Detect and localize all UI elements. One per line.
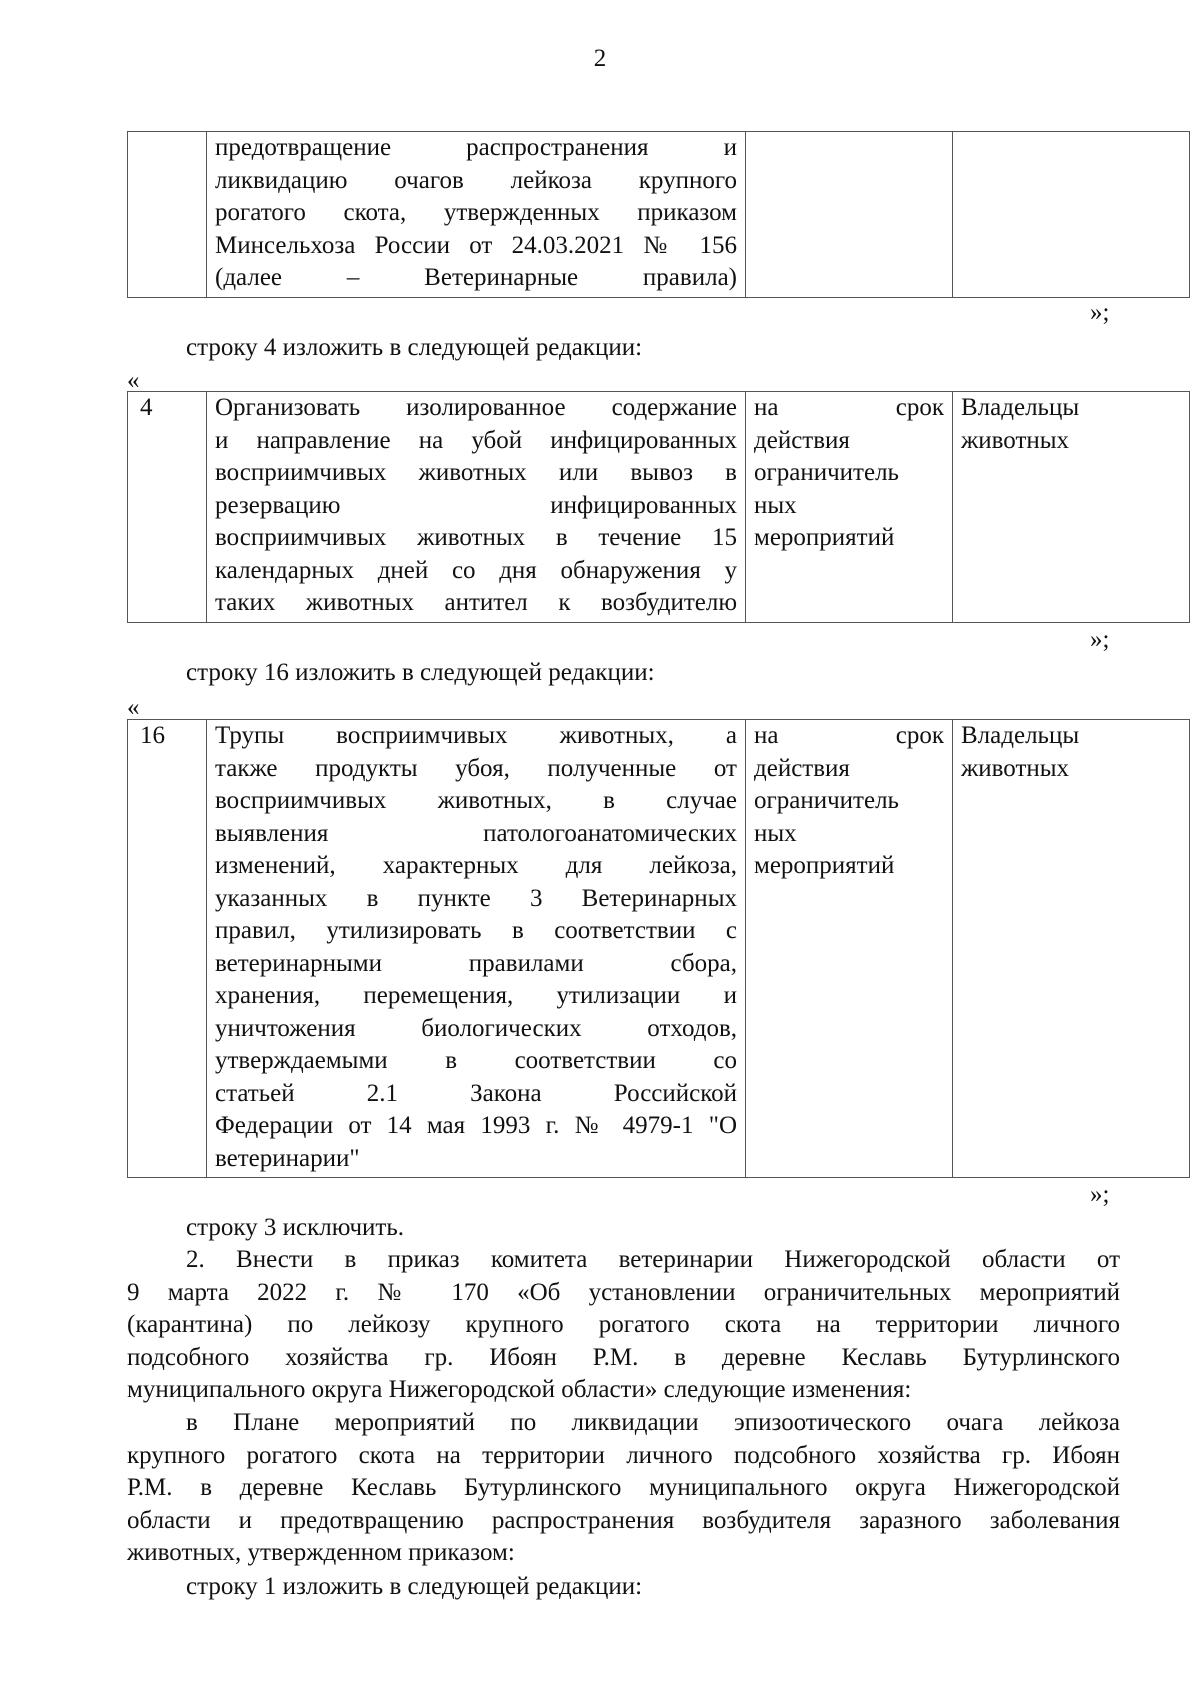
- measure-line: предотвращение распространения и: [215, 134, 737, 161]
- paragraph-line: крупного рогатого скота на территории личного подсобного хозяйства гр. Ибоян: [127, 1441, 1120, 1469]
- term-line: мероприятий: [754, 852, 895, 879]
- closing-quote: »;: [1090, 626, 1110, 653]
- paragraph-line: в Плане мероприятий по ликвидации эпизоотического очага лейкоза: [186, 1409, 1120, 1436]
- page-number: 2: [593, 45, 607, 72]
- table-row: [128, 392, 1190, 623]
- paragraph-line: области и предотвращению распространения возбудителя заразного заболевания: [127, 1506, 1120, 1534]
- term-line: ных: [754, 819, 797, 847]
- responsible-line: Владельцы: [961, 394, 1080, 421]
- responsible-cell: [953, 392, 1190, 623]
- paragraph-line: подсобного хозяйства гр. Ибоян Р.М. в деревне Кеславь Бутурлинского: [127, 1343, 1120, 1371]
- term-line: ограничитель: [754, 787, 899, 814]
- paragraph-3: [127, 1407, 1120, 1570]
- table-row-16-block: [127, 719, 1120, 1178]
- row-number-cell: [128, 132, 207, 298]
- paragraph-line: 9 марта 2022 г. № 170 «Об установлении ограничительных мероприятий: [127, 1278, 1120, 1306]
- measure-line: хранения, перемещения, утилизации и: [215, 982, 737, 1009]
- measure-line: правил, утилизировать в соответствии с: [215, 917, 737, 944]
- measure-line: восприимчивых животных в течение 15: [215, 524, 737, 551]
- measure-cell: [207, 392, 746, 623]
- plan-table-row-16: [127, 719, 1190, 1178]
- row-number-cell: 4: [128, 392, 207, 623]
- measure-line: Трупы восприимчивых животных, а: [215, 722, 737, 749]
- measure-line: (далее – Ветеринарные правила): [215, 264, 737, 291]
- responsible-line: животных: [961, 426, 1070, 454]
- paragraph-line: (карантина) по лейкозу крупного рогатого скота на территории личного: [127, 1311, 1120, 1338]
- term-line: ных: [754, 491, 797, 519]
- instruction-row-16: строку 16 изложить в следующей редакции:: [186, 659, 655, 686]
- measure-line: ветеринарными правилами сбора,: [215, 949, 737, 977]
- measure-line: также продукты убоя, полученные от: [215, 754, 737, 782]
- term-cell: [746, 132, 953, 298]
- paragraph-line: 2. Внести в приказ комитета ветеринарии Нижегородской области от: [186, 1246, 1120, 1273]
- table-row: [128, 720, 1190, 1178]
- measure-line: таких животных антител к возбудителю: [215, 589, 737, 616]
- measure-line: резервацию инфицированных: [215, 491, 737, 519]
- responsible-line: Владельцы: [961, 722, 1080, 749]
- term-line: на срок: [754, 394, 944, 421]
- opening-quote: «: [127, 694, 140, 721]
- measure-line: рогатого скота, утвержденных приказом: [215, 199, 737, 226]
- instruction-row-3: строку 3 исключить.: [186, 1214, 404, 1241]
- instruction-row-4: строку 4 изложить в следующей редакции:: [186, 334, 643, 361]
- term-line: мероприятий: [754, 524, 895, 551]
- responsible-cell: [953, 132, 1190, 298]
- paragraph-line: муниципального округа Нижегородской области» следующие изменения:: [127, 1376, 912, 1403]
- responsible-cell: [953, 720, 1190, 1178]
- term-line: ограничитель: [754, 459, 899, 486]
- measure-line: восприимчивых животных, в случае: [215, 787, 737, 814]
- measure-line: календарных дней со дня обнаружения у: [215, 556, 737, 584]
- term-cell: [746, 720, 953, 1178]
- measure-line: изменений, характерных для лейкоза,: [215, 852, 737, 879]
- measure-line: Минсельхоза России от 24.03.2021 № 156: [215, 231, 737, 259]
- measure-line: выявления патологоанатомических: [215, 819, 737, 847]
- row-number-cell: 16: [128, 720, 207, 1178]
- measure-line: и направление на убой инфицированных: [215, 426, 737, 454]
- table-row: [128, 132, 1190, 298]
- term-cell: [746, 392, 953, 623]
- measure-line: утверждаемыми в соответствии со: [215, 1047, 737, 1074]
- measure-line: уничтожения биологических отходов,: [215, 1014, 737, 1042]
- measure-line: ликвидацию очагов лейкоза крупного: [215, 166, 737, 194]
- opening-quote: «: [127, 367, 140, 394]
- measure-line: Федерации от 14 мая 1993 г. № 4979-1 "О: [215, 1112, 737, 1139]
- term-line: действия: [754, 754, 850, 782]
- measure-line: Организовать изолированное содержание: [215, 394, 737, 421]
- measure-line: восприимчивых животных или вывоз в: [215, 459, 737, 486]
- measure-line: указанных в пункте 3 Ветеринарных: [215, 884, 737, 912]
- paragraph-2: [127, 1244, 1120, 1407]
- instruction-row-1: строку 1 изложить в следующей редакции:: [186, 1573, 643, 1600]
- paragraph-line: Р.М. в деревне Кеславь Бутурлинского муниципального округа Нижегородской: [127, 1474, 1120, 1501]
- term-line: на срок: [754, 722, 944, 749]
- term-line: действия: [754, 426, 850, 454]
- measure-line: ветеринарии": [215, 1144, 360, 1172]
- measure-cell: [207, 720, 746, 1178]
- measure-cell: [207, 132, 746, 298]
- closing-quote: »;: [1090, 299, 1110, 326]
- plan-table-row-4: [127, 391, 1190, 623]
- table-continuation: [127, 131, 1120, 298]
- paragraph-line: животных, утвержденном приказом:: [127, 1539, 515, 1566]
- plan-table-part-1: [127, 131, 1190, 298]
- closing-quote: »;: [1090, 1181, 1110, 1208]
- measure-line: статьей 2.1 Закона Российской: [215, 1079, 737, 1107]
- responsible-line: животных: [961, 754, 1070, 782]
- table-row-4-block: [127, 391, 1120, 623]
